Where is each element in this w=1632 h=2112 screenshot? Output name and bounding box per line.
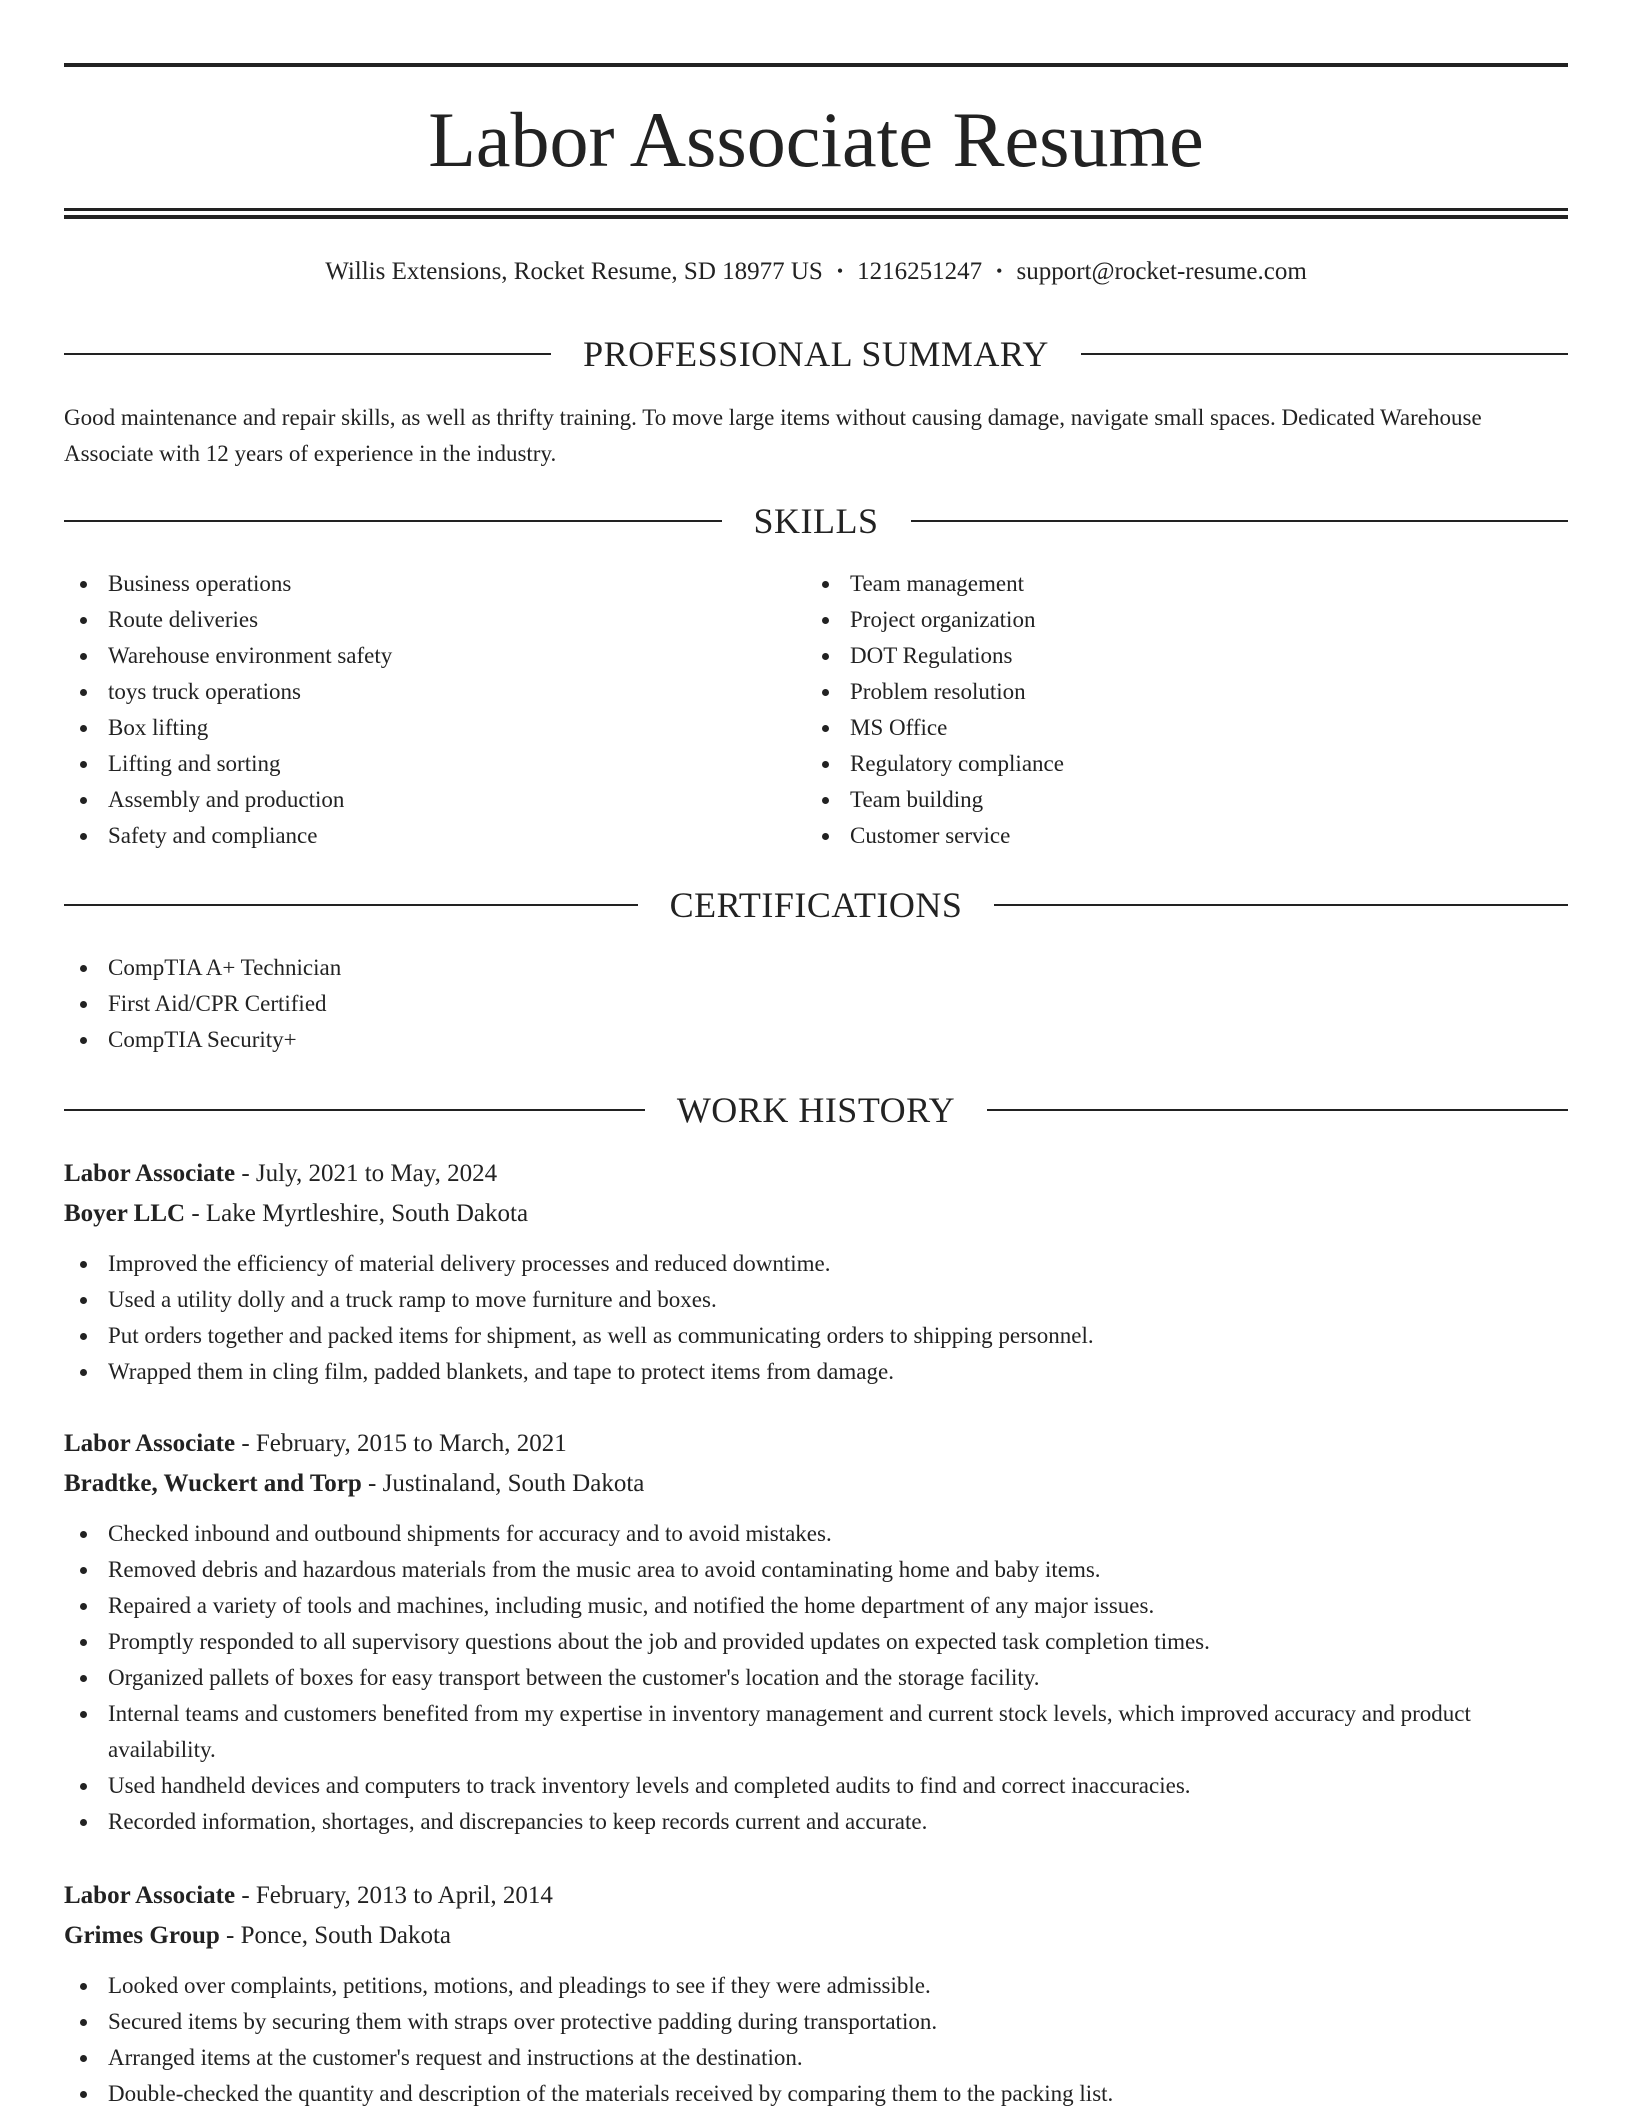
- section-heading-summary: [64, 332, 1568, 376]
- skill-item: Problem resolution: [806, 674, 1546, 710]
- certification-item: CompTIA A+ Technician: [64, 950, 1568, 986]
- header-top-rule: [64, 63, 1568, 67]
- job-entry: [64, 1424, 1568, 1840]
- contact-phone: 1216251247: [857, 258, 983, 285]
- job-duties-list: [64, 1516, 1568, 1840]
- heading-rule-left: [64, 904, 638, 906]
- job-duty-item: Secured items by securing them with straps over protective padding during transportation.: [64, 2004, 1568, 2040]
- section-heading-label: CERTIFICATIONS: [669, 885, 963, 925]
- job-duty-item: Improved the efficiency of material delivery processes and reduced downtime.: [64, 1246, 1568, 1282]
- header-double-rule-lower: [64, 215, 1568, 219]
- skill-item: Safety and compliance: [64, 818, 804, 854]
- job-company: Boyer LLC: [64, 1200, 186, 1227]
- job-duty-item: Repaired a variety of tools and machines, including music, and notified the home department of any major issues.: [64, 1588, 1568, 1624]
- skills-list-right: [806, 566, 1546, 854]
- skills-list-left: [64, 566, 804, 854]
- job-title-line: [64, 1876, 1568, 1916]
- job-role: Labor Associate: [64, 1882, 236, 1909]
- skill-item: Lifting and sorting: [64, 746, 804, 782]
- section-heading-certifications: [64, 883, 1568, 927]
- job-company-line: [64, 1194, 1568, 1234]
- job-duty-item: Recorded information, shortages, and discrepancies to keep records current and accurate.: [64, 1804, 1568, 1840]
- section-heading-label: WORK HISTORY: [676, 1090, 956, 1130]
- skill-item: Customer service: [806, 818, 1546, 854]
- job-title-line: [64, 1424, 1568, 1464]
- skill-item: Team building: [806, 782, 1546, 818]
- job-location: - Ponce, South Dakota: [219, 1922, 452, 1949]
- job-duties-list: [64, 1968, 1568, 2112]
- skill-item: Warehouse environment safety: [64, 638, 804, 674]
- skill-item: Project organization: [806, 602, 1546, 638]
- skill-item: Assembly and production: [64, 782, 804, 818]
- skill-item: toys truck operations: [64, 674, 804, 710]
- professional-summary-text: Good maintenance and repair skills, as well as thrifty training. To move large items without causing damage, navigate small spaces. Dedicated Warehouse Associate with 12 years of experience in the industry.: [64, 405, 1482, 466]
- certification-item: CompTIA Security+: [64, 1022, 1568, 1058]
- skill-item: Team management: [806, 566, 1546, 602]
- section-heading-label: PROFESSIONAL SUMMARY: [583, 334, 1049, 374]
- job-company-line: [64, 1916, 1568, 1956]
- section-heading-work-history: [64, 1088, 1568, 1132]
- skill-item: MS Office: [806, 710, 1546, 746]
- certification-item: First Aid/CPR Certified: [64, 986, 1568, 1022]
- skill-item: Box lifting: [64, 710, 804, 746]
- resume-title: Labor Associate Resume: [428, 96, 1204, 183]
- job-role: Labor Associate: [64, 1160, 236, 1187]
- job-company: Grimes Group: [64, 1922, 220, 1949]
- section-heading-label: SKILLS: [753, 501, 879, 541]
- header-double-rule-upper: [64, 208, 1568, 211]
- skill-item: Regulatory compliance: [806, 746, 1546, 782]
- job-duty-item: Wrapped them in cling film, padded blankets, and tape to protect items from damage.: [64, 1354, 1568, 1390]
- job-duty-item: Checked inbound and outbound shipments for accuracy and to avoid mistakes.: [64, 1516, 1568, 1552]
- job-dates: - July, 2021 to May, 2024: [235, 1160, 498, 1187]
- contact-email: support@rocket-resume.com: [1016, 258, 1307, 285]
- job-location: - Justinaland, South Dakota: [361, 1470, 645, 1497]
- heading-rule-right: [1081, 353, 1568, 355]
- job-duty-item: Removed debris and hazardous materials from the music area to avoid contaminating home and baby items.: [64, 1552, 1568, 1588]
- job-dates: - February, 2013 to April, 2014: [235, 1882, 553, 1909]
- job-duty-item: Arranged items at the customer's request and instructions at the destination.: [64, 2040, 1568, 2076]
- contact-address: Willis Extensions, Rocket Resume, SD 18977 US: [325, 258, 823, 285]
- section-heading-skills: [64, 499, 1568, 543]
- job-duty-item: Put orders together and packed items for shipment, as well as communicating orders to shipping personnel.: [64, 1318, 1568, 1354]
- skill-item: Business operations: [64, 566, 804, 602]
- job-duty-item: Promptly responded to all supervisory questions about the job and provided updates on expected task completion times.: [64, 1624, 1568, 1660]
- job-company-line: [64, 1464, 1568, 1504]
- job-entry: [64, 1154, 1568, 1390]
- heading-rule-left: [64, 353, 551, 355]
- job-duties-list: [64, 1246, 1568, 1390]
- contact-line: [64, 255, 1568, 288]
- job-duty-item: Organized pallets of boxes for easy transport between the customer's location and the storage facility.: [64, 1660, 1568, 1696]
- job-duty-item: Used a utility dolly and a truck ramp to move furniture and boxes.: [64, 1282, 1568, 1318]
- job-company: Bradtke, Wuckert and Torp: [64, 1470, 362, 1497]
- contact-separator: •: [836, 261, 844, 281]
- heading-rule-right: [987, 1109, 1568, 1111]
- heading-rule-left: [64, 1109, 645, 1111]
- job-dates: - February, 2015 to March, 2021: [235, 1430, 567, 1457]
- skill-item: Route deliveries: [64, 602, 804, 638]
- certifications-list: [64, 950, 1568, 1058]
- job-location: - Lake Myrtleshire, South Dakota: [185, 1200, 529, 1227]
- job-role: Labor Associate: [64, 1430, 236, 1457]
- job-title-line: [64, 1154, 1568, 1194]
- job-entry: [64, 1876, 1568, 2112]
- job-duty-item: Internal teams and customers benefited from my expertise in inventory management and current stock levels, which improved accuracy and product availability.: [64, 1696, 1568, 1768]
- skill-item: DOT Regulations: [806, 638, 1546, 674]
- heading-rule-right: [911, 520, 1569, 522]
- job-duty-item: Double-checked the quantity and description of the materials received by comparing them to the packing list.: [64, 2076, 1568, 2112]
- job-duty-item: Used handheld devices and computers to track inventory levels and completed audits to find and correct inaccuracies.: [64, 1768, 1568, 1804]
- heading-rule-right: [994, 904, 1568, 906]
- contact-separator: •: [996, 261, 1003, 281]
- heading-rule-left: [64, 520, 722, 522]
- job-duty-item: Looked over complaints, petitions, motions, and pleadings to see if they were admissible.: [64, 1968, 1568, 2004]
